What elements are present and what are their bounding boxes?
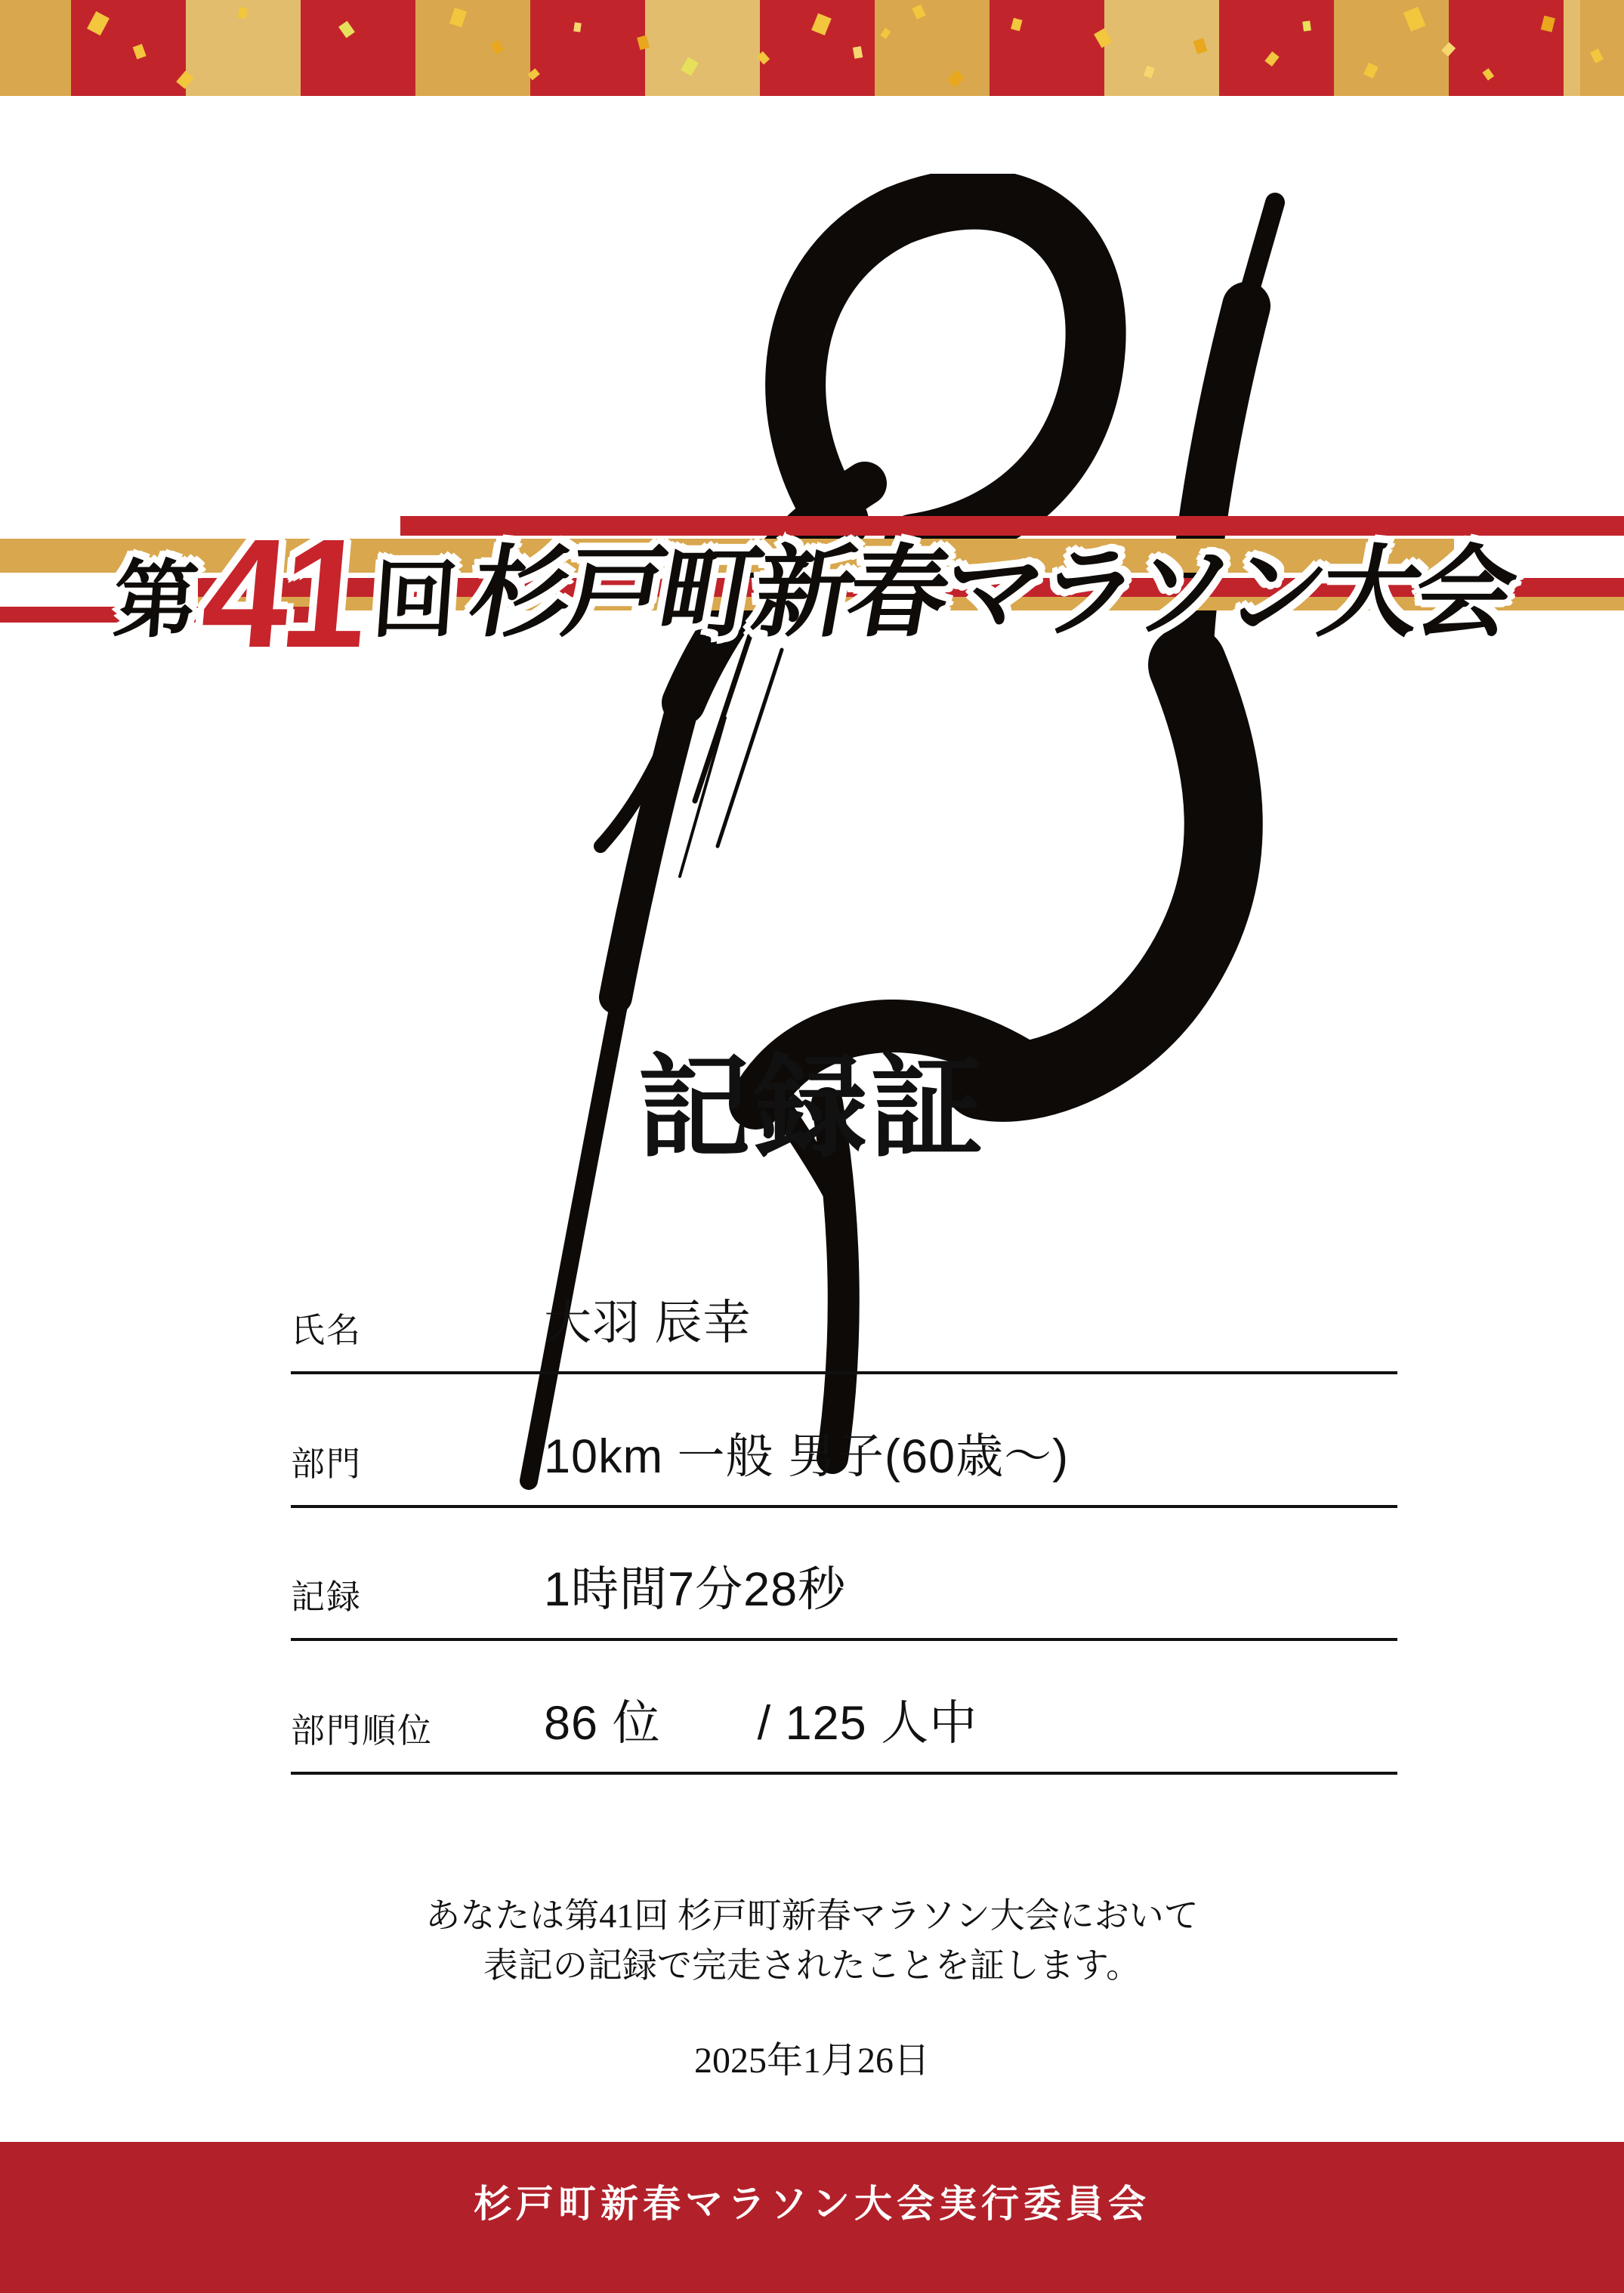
- gold-confetti-icon: [0, 0, 1624, 96]
- event-name: 杉戸町新春マラソン大会: [461, 537, 1520, 648]
- statement-line2: 表記の記録で完走されたことを証します。: [483, 1946, 1141, 1985]
- completion-statement: [0, 1891, 1624, 1991]
- field-value-record: 1時間7分28秒: [544, 1563, 847, 1616]
- edition-suffix: 回: [369, 552, 461, 647]
- organizer-name: 杉戸町新春マラソン大会実行委員会: [474, 2183, 1150, 2225]
- field-label-division: 部門: [291, 1445, 363, 1483]
- field-label-name: 氏名: [291, 1312, 363, 1349]
- event-title: [0, 499, 1624, 688]
- statement-line1: あなたは第41回 杉戸町新春マラソン大会において: [425, 1896, 1199, 1935]
- field-label-rank: 部門順位: [291, 1712, 434, 1750]
- field-row-division: [291, 1413, 1397, 1508]
- event-banner: [0, 499, 1624, 688]
- edition-number: 41: [196, 506, 369, 680]
- field-value-name: 大羽 辰幸: [544, 1296, 752, 1349]
- footer-band: [0, 2142, 1624, 2293]
- certificate-title: 記録証: [637, 1046, 986, 1172]
- field-row-name: [291, 1279, 1397, 1374]
- field-label-record: 記録: [291, 1578, 363, 1616]
- field-row-rank: [291, 1680, 1397, 1775]
- edition-prefix: 第: [110, 552, 202, 647]
- certificate-date: 2025年1月26日: [693, 2041, 930, 2081]
- festive-top-border: [0, 0, 1624, 96]
- field-row-record: [291, 1546, 1397, 1641]
- field-value-rank: 86 位 / 125 人中: [544, 1697, 978, 1750]
- field-value-division: 10km 一般 男子(60歳～): [544, 1430, 1070, 1483]
